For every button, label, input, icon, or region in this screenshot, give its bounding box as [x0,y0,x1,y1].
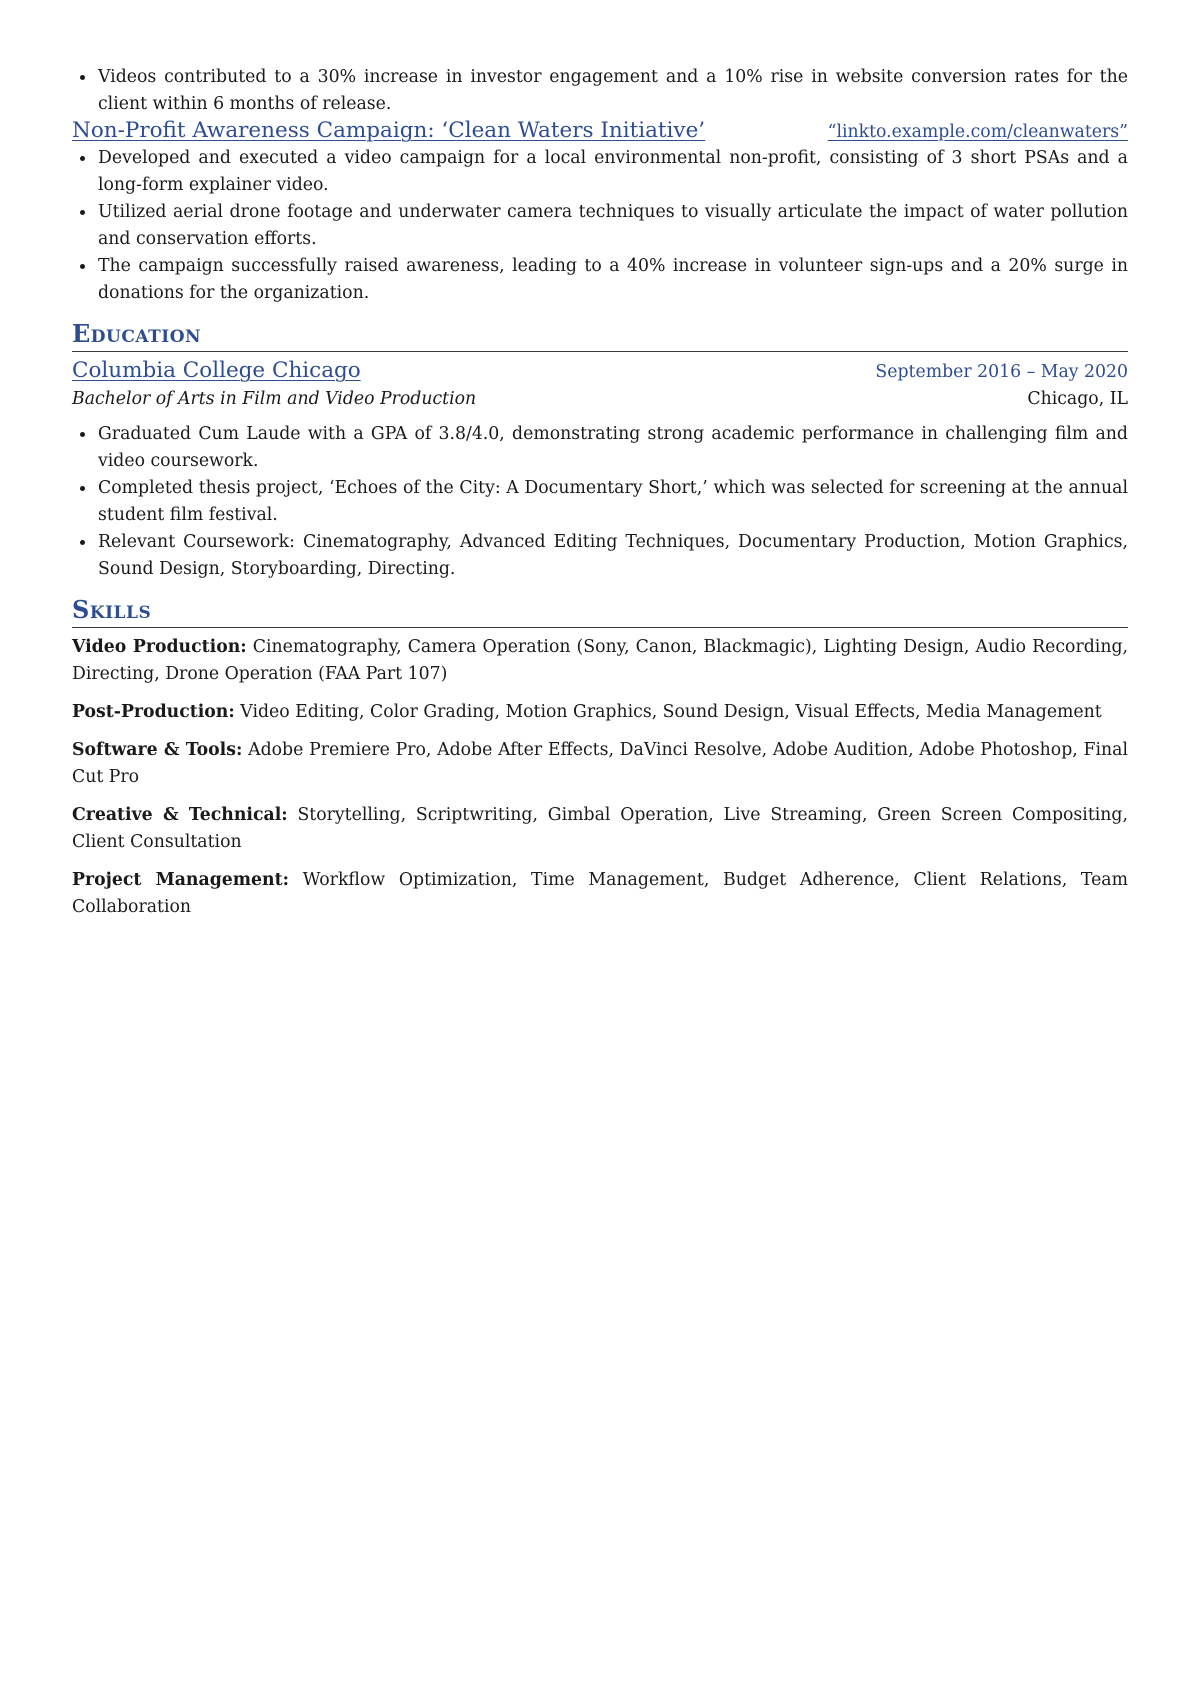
bullet-item: Developed and executed a video campaign for a local environmental non-profit, consisting of 3 short PSAs and a long-form explainer video. [72,145,1128,199]
bullet-dot [80,210,85,215]
bullet-dot [80,486,85,491]
bullet-dot [80,540,85,545]
bullet-dot [80,264,85,269]
bullet-item: Relevant Coursework: Cinematography, Advanced Editing Techniques, Documentary Production, Motion Graphics, Sound Design, Storyboarding, Directing. [72,529,1128,583]
skill-label: Video Production: [72,637,247,657]
education-bullets [72,421,1128,583]
school-location: Chicago, IL [1027,389,1128,409]
education-heading: Education [72,319,1128,352]
bullet-item: The campaign successfully raised awareness, leading to a 40% increase in volunteer sign-ups and a 20% surge in donations for the organization. [72,253,1128,307]
skill-row [72,737,1128,791]
education-subheader [72,385,1128,413]
project-bullets [72,145,1128,307]
project-header [72,118,1128,145]
degree-title: Bachelor of Arts in Film and Video Production [72,389,477,409]
education-header [72,358,1128,385]
bullet-item: Utilized aerial drone footage and underwater camera techniques to visually articulate the impact of water pollution and conservation efforts. [72,199,1128,253]
skill-row [72,699,1128,726]
skill-label: Creative & Technical: [72,805,288,825]
skill-label: Post-Production: [72,702,235,722]
project-title-link[interactable]: Non-Profit Awareness Campaign: ‘Clean Waters Initiative’ [72,118,706,143]
resume-page [72,64,1128,932]
skill-text: Cinematography, Camera Operation (Sony, Canon, Blackmagic), Lighting Design, Audio Recording, Directing, Drone Operation (FAA Part 107) [72,637,1128,684]
skills-heading: Skills [72,595,1128,628]
skill-text: Storytelling, Scriptwriting, Gimbal Operation, Live Streaming, Green Screen Compositing, Client Consultation [72,805,1128,852]
skill-text: Adobe Premiere Pro, Adobe After Effects, DaVinci Resolve, Adobe Audition, Adobe Photoshop, Final Cut Pro [72,740,1128,787]
school-name-link[interactable]: Columbia College Chicago [72,358,361,383]
bullet-dot [80,156,85,161]
skill-label: Software & Tools: [72,740,243,760]
skills-list [72,634,1128,921]
skill-row [72,634,1128,688]
experience-bullets-continued [72,64,1128,118]
skill-row [72,867,1128,921]
bullet-dot [80,75,85,80]
skill-text: Workflow Optimization, Time Management, Budget Adherence, Client Relations, Team Collaboration [72,870,1128,917]
bullet-item: Graduated Cum Laude with a GPA of 3.8/4.0, demonstrating strong academic performance in challenging film and video coursework. [72,421,1128,475]
bullet-dot [80,432,85,437]
education-dates: September 2016 – May 2020 [875,362,1128,382]
bullet-item: Completed thesis project, ‘Echoes of the City: A Documentary Short,’ which was selected for screening at the annual student film festival. [72,475,1128,529]
skill-text: Video Editing, Color Grading, Motion Graphics, Sound Design, Visual Effects, Media Management [240,702,1102,722]
skill-row [72,802,1128,856]
bullet-item: Videos contributed to a 30% increase in investor engagement and a 10% rise in website conversion rates for the client within 6 months of release. [72,64,1128,118]
project-url-link[interactable]: “linkto.example.com/cleanwaters” [827,122,1128,142]
skill-label: Project Management: [72,870,289,890]
